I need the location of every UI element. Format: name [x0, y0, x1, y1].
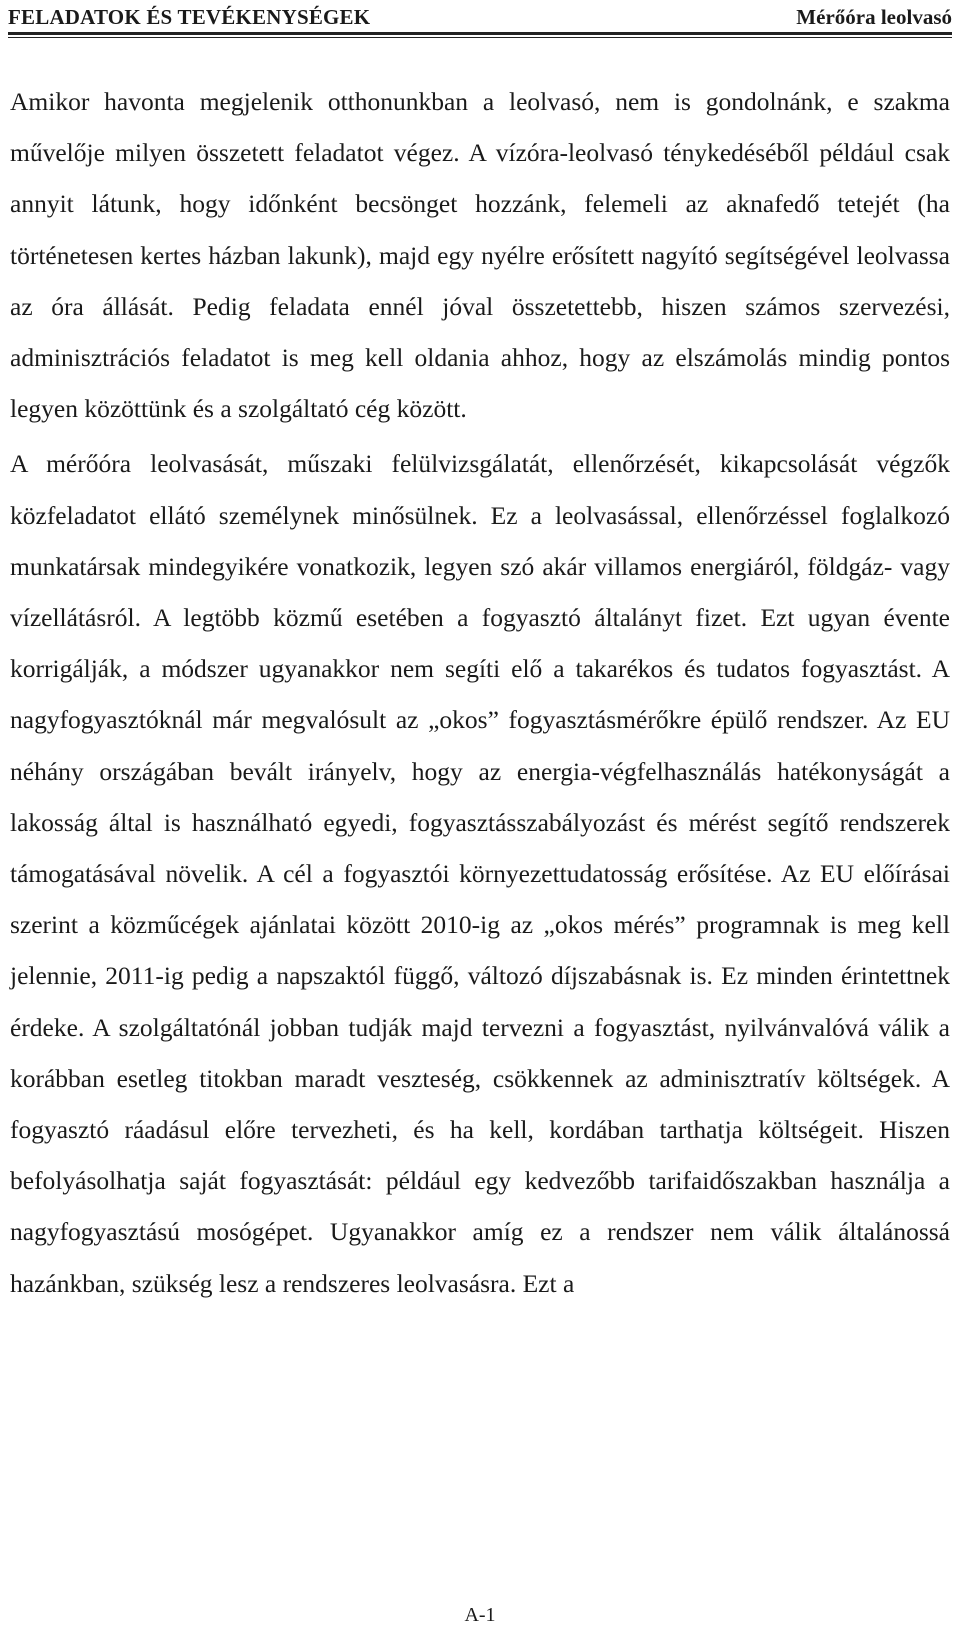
- page-number: A-1: [464, 1604, 496, 1626]
- header-rule-thick: [8, 32, 952, 35]
- header-rule-thin: [8, 37, 952, 38]
- topic-title: Mérőóra leolvasó: [796, 5, 952, 29]
- section-title: FELADATOK ÉS TEVÉKENYSÉGEK: [8, 5, 371, 29]
- paragraph: A mérőóra leolvasását, műszaki felülvizsgálatát, ellenőrzését, kikapcsolását végzők közfeladatot ellátó személynek minősülnek. Ez a leolvasással, ellenőrzéssel foglalkozó munkatársak mindegyikére vonatkozik, legyen szó akár villamos energiáról, földgáz- vagy vízellátásról. A legtöbb közmű esetében a fogyasztó általányt fizet. Ezt ugyan évente korrigálják, a módszer ugyanakkor nem segíti elő a takarékos és tudatos fogyasztást. A nagyfogyasztóknál már megvalósult az „okos” fogyasztásmérőkre épülő rendszer. Az EU néhány országában bevált irányelv, hogy az energia-végfelhasználás hatékonyságát a lakosság által is használható egyedi, fogyasztásszabályozást és mérést segítő rendszerek támogatásával növelik. A cél a fogyasztói környezettudatosság erősítése. Az EU előírásai szerint a közműcégek ajánlatai között 2010-ig az „okos mérés” programnak is meg kell jelennie, 2011-ig pedig a napszaktól függő, változó díjszabásnak is. Ez minden érintettnek érdeke. A szolgáltatónál jobban tudják majd tervezni a fogyasztást, nyilvánvalóvá válik a korábban esetleg titokban maradt veszteség, csökkennek az adminisztratív költségek. A fogyasztó ráadásul előre tervezheti, és ha kell, kordában tarthatja költségeit. Hiszen befolyásolhatja saját fogyasztását: például egy kedvezőbb tarifaidőszakban használja a nagyfogyasztású mosógépet. Ugyanakkor amíg ez a rendszer nem válik általánossá hazánkban, szükség lesz a rendszeres leolvasásra. Ezt a: [10, 449, 950, 1298]
- body-text: [10, 76, 950, 1309]
- page-header: [8, 0, 952, 34]
- paragraph: Amikor havonta megjelenik otthonunkban a leolvasó, nem is gondolnánk, e szakma művelője milyen összetett feladatot végez. A vízóra-leolvasó ténykedéséből például csak annyit látunk, hogy időnként becsönget hozzánk, felemeli az aknafedő tetejét (ha történetesen kertes házban lakunk), majd egy nyélre erősített nagyító segítségével leolvassa az óra állását. Pedig feladata ennél jóval összetettebb, hiszen számos szervezési, adminisztrációs feladatot is meg kell oldania ahhoz, hogy az elszámolás mindig pontos legyen közöttünk és a szolgáltató cég között.: [10, 87, 950, 424]
